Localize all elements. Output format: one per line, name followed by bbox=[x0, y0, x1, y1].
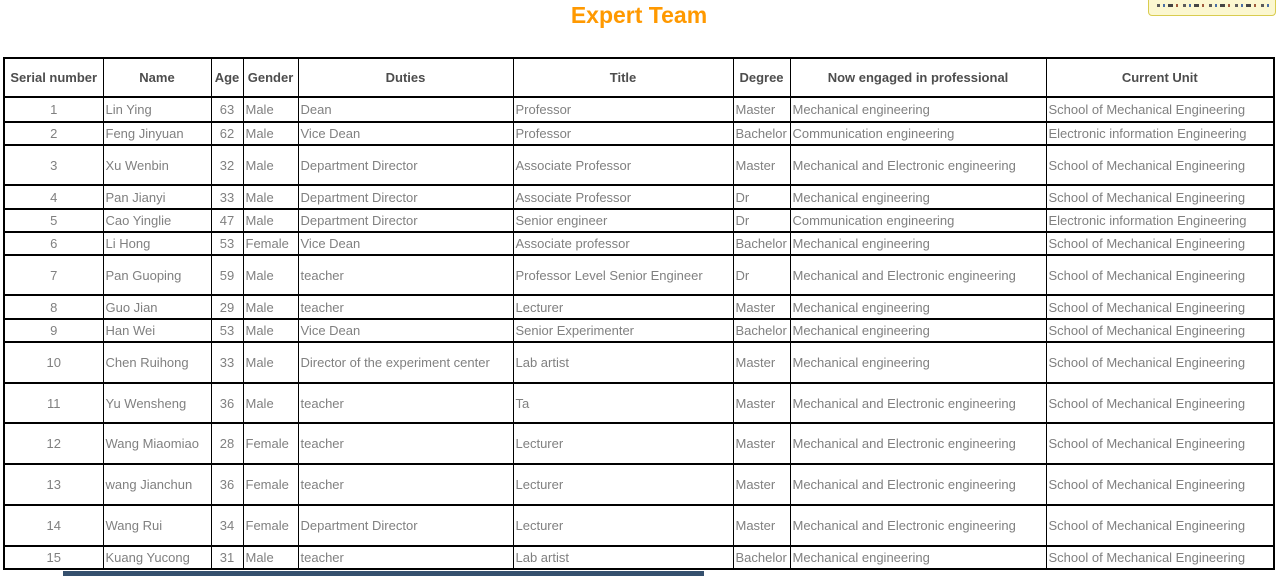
table-cell: 28 bbox=[211, 423, 243, 464]
table-cell: Communication engineering bbox=[790, 122, 1046, 145]
table-cell: 63 bbox=[211, 97, 243, 122]
table-cell: Male bbox=[243, 383, 298, 423]
header-row bbox=[4, 58, 1274, 97]
table-cell: 62 bbox=[211, 122, 243, 145]
table-cell: Female bbox=[243, 464, 298, 505]
table-cell: Pan Guoping bbox=[103, 255, 211, 295]
table-cell: Lecturer bbox=[513, 464, 733, 505]
table-cell: Master bbox=[733, 383, 790, 423]
table-cell: 9 bbox=[4, 319, 103, 342]
table-cell: Professor Level Senior Engineer bbox=[513, 255, 733, 295]
table-cell: 6 bbox=[4, 232, 103, 255]
table-cell: Male bbox=[243, 209, 298, 232]
table-cell: 29 bbox=[211, 295, 243, 319]
table-cell: Electronic information Engineering bbox=[1046, 209, 1274, 232]
table-cell: Mechanical and Electronic engineering bbox=[790, 145, 1046, 185]
table-cell: Male bbox=[243, 295, 298, 319]
table-cell: 8 bbox=[4, 295, 103, 319]
header-cell: Title bbox=[513, 58, 733, 97]
table-row bbox=[4, 295, 1274, 319]
table-cell: Mechanical engineering bbox=[790, 295, 1046, 319]
table-cell: School of Mechanical Engineering bbox=[1046, 423, 1274, 464]
table-cell: Mechanical and Electronic engineering bbox=[790, 255, 1046, 295]
table-cell: Dr bbox=[733, 185, 790, 209]
table-cell: Mechanical engineering bbox=[790, 185, 1046, 209]
table-cell: 4 bbox=[4, 185, 103, 209]
table-cell: Cao Yinglie bbox=[103, 209, 211, 232]
table-cell: Mechanical and Electronic engineering bbox=[790, 464, 1046, 505]
table-cell: Male bbox=[243, 145, 298, 185]
table-cell: School of Mechanical Engineering bbox=[1046, 255, 1274, 295]
table-cell: Vice Dean bbox=[298, 319, 513, 342]
table-cell: 2 bbox=[4, 122, 103, 145]
table-cell: 5 bbox=[4, 209, 103, 232]
table-cell: Bachelor bbox=[733, 122, 790, 145]
table-cell: Vice Dean bbox=[298, 122, 513, 145]
table-cell: Mechanical engineering bbox=[790, 342, 1046, 383]
header-cell: Name bbox=[103, 58, 211, 97]
table-cell: Department Director bbox=[298, 145, 513, 185]
table-cell: School of Mechanical Engineering bbox=[1046, 505, 1274, 546]
table-cell: Bachelor bbox=[733, 546, 790, 569]
table-cell: Pan Jianyi bbox=[103, 185, 211, 209]
table-cell: School of Mechanical Engineering bbox=[1046, 319, 1274, 342]
table-cell: Female bbox=[243, 423, 298, 464]
header-cell: Gender bbox=[243, 58, 298, 97]
table-cell: School of Mechanical Engineering bbox=[1046, 145, 1274, 185]
table-cell: Lab artist bbox=[513, 342, 733, 383]
table-cell: Lecturer bbox=[513, 295, 733, 319]
table-cell: School of Mechanical Engineering bbox=[1046, 342, 1274, 383]
table-cell: 1 bbox=[4, 97, 103, 122]
table-cell: teacher bbox=[298, 295, 513, 319]
table-row bbox=[4, 342, 1274, 383]
table-cell: Male bbox=[243, 122, 298, 145]
table-cell: Professor bbox=[513, 122, 733, 145]
table-cell: 10 bbox=[4, 342, 103, 383]
table-cell: 34 bbox=[211, 505, 243, 546]
expert-team-table bbox=[3, 57, 1275, 570]
table-cell: Female bbox=[243, 505, 298, 546]
table-cell: Chen Ruihong bbox=[103, 342, 211, 383]
table-cell: 53 bbox=[211, 232, 243, 255]
table-cell: Yu Wensheng bbox=[103, 383, 211, 423]
table-cell: 53 bbox=[211, 319, 243, 342]
table-cell: Mechanical and Electronic engineering bbox=[790, 423, 1046, 464]
clipped-text-fragments bbox=[1157, 4, 1269, 7]
table-cell: Bachelor bbox=[733, 319, 790, 342]
table-cell: 12 bbox=[4, 423, 103, 464]
table-row bbox=[4, 464, 1274, 505]
table-cell: Senior Experimenter bbox=[513, 319, 733, 342]
table-cell: 31 bbox=[211, 546, 243, 569]
table-cell: Dean bbox=[298, 97, 513, 122]
table-cell: 7 bbox=[4, 255, 103, 295]
table-cell: Male bbox=[243, 185, 298, 209]
table-cell: Kuang Yucong bbox=[103, 546, 211, 569]
table-cell: Mechanical engineering bbox=[790, 546, 1046, 569]
table-cell: Associate professor bbox=[513, 232, 733, 255]
table-cell: Dr bbox=[733, 255, 790, 295]
table-cell: Master bbox=[733, 423, 790, 464]
table-cell: School of Mechanical Engineering bbox=[1046, 232, 1274, 255]
table-row bbox=[4, 319, 1274, 342]
table-cell: Male bbox=[243, 342, 298, 383]
table-cell: School of Mechanical Engineering bbox=[1046, 383, 1274, 423]
table-cell: Wang Rui bbox=[103, 505, 211, 546]
table-cell: teacher bbox=[298, 255, 513, 295]
table-cell: 36 bbox=[211, 383, 243, 423]
header-cell: Age bbox=[211, 58, 243, 97]
header-cell: Now engaged in professional bbox=[790, 58, 1046, 97]
table-cell: School of Mechanical Engineering bbox=[1046, 97, 1274, 122]
table-cell: School of Mechanical Engineering bbox=[1046, 546, 1274, 569]
table-cell: Guo Jian bbox=[103, 295, 211, 319]
table-cell: 14 bbox=[4, 505, 103, 546]
table-body bbox=[4, 97, 1274, 569]
table-cell: Master bbox=[733, 342, 790, 383]
table-cell: Xu Wenbin bbox=[103, 145, 211, 185]
table-cell: Mechanical engineering bbox=[790, 97, 1046, 122]
table-cell: Associate Professor bbox=[513, 185, 733, 209]
table-row bbox=[4, 505, 1274, 546]
table-cell: Male bbox=[243, 546, 298, 569]
table-cell: Dr bbox=[733, 209, 790, 232]
table-row bbox=[4, 383, 1274, 423]
header-cell: Serial number bbox=[4, 58, 103, 97]
table-cell: Mechanical engineering bbox=[790, 232, 1046, 255]
header-cell: Degree bbox=[733, 58, 790, 97]
table-cell: Department Director bbox=[298, 209, 513, 232]
table-cell: Male bbox=[243, 255, 298, 295]
table-cell: Lin Ying bbox=[103, 97, 211, 122]
table-cell: Vice Dean bbox=[298, 232, 513, 255]
table-cell: 59 bbox=[211, 255, 243, 295]
table-cell: 32 bbox=[211, 145, 243, 185]
table-cell: Master bbox=[733, 505, 790, 546]
table-row bbox=[4, 209, 1274, 232]
table-cell: 13 bbox=[4, 464, 103, 505]
table-cell: 33 bbox=[211, 342, 243, 383]
table-cell: teacher bbox=[298, 423, 513, 464]
table-cell: Ta bbox=[513, 383, 733, 423]
table-cell: 47 bbox=[211, 209, 243, 232]
table-row bbox=[4, 232, 1274, 255]
table-cell: School of Mechanical Engineering bbox=[1046, 185, 1274, 209]
table-row bbox=[4, 145, 1274, 185]
table-row bbox=[4, 423, 1274, 464]
table-cell: Master bbox=[733, 97, 790, 122]
table-cell: Mechanical and Electronic engineering bbox=[790, 383, 1046, 423]
table-cell: teacher bbox=[298, 546, 513, 569]
table-cell: Mechanical engineering bbox=[790, 319, 1046, 342]
cutoff-tooltip bbox=[1148, 0, 1276, 16]
table-cell: Wang Miaomiao bbox=[103, 423, 211, 464]
table-cell: Department Director bbox=[298, 185, 513, 209]
table-cell: Director of the experiment center bbox=[298, 342, 513, 383]
table-cell: Lecturer bbox=[513, 423, 733, 464]
table-cell: Senior engineer bbox=[513, 209, 733, 232]
table-cell: 15 bbox=[4, 546, 103, 569]
table-cell: 36 bbox=[211, 464, 243, 505]
header-cell: Duties bbox=[298, 58, 513, 97]
table-cell: teacher bbox=[298, 464, 513, 505]
table-row bbox=[4, 185, 1274, 209]
table-cell: 11 bbox=[4, 383, 103, 423]
table-cell: Department Director bbox=[298, 505, 513, 546]
table-cell: Li Hong bbox=[103, 232, 211, 255]
table-cell: Master bbox=[733, 295, 790, 319]
table-cell: School of Mechanical Engineering bbox=[1046, 295, 1274, 319]
table-cell: Han Wei bbox=[103, 319, 211, 342]
table-row bbox=[4, 255, 1274, 295]
table-cell: Professor bbox=[513, 97, 733, 122]
table-cell: Feng Jinyuan bbox=[103, 122, 211, 145]
table-cell: wang Jianchun bbox=[103, 464, 211, 505]
table-cell: Male bbox=[243, 319, 298, 342]
table-cell: Communication engineering bbox=[790, 209, 1046, 232]
table-cell: Female bbox=[243, 232, 298, 255]
table-cell: Lab artist bbox=[513, 546, 733, 569]
table-cell: Master bbox=[733, 145, 790, 185]
table-cell: School of Mechanical Engineering bbox=[1046, 464, 1274, 505]
table-cell: Male bbox=[243, 97, 298, 122]
table-cell: 33 bbox=[211, 185, 243, 209]
table-cell: Lecturer bbox=[513, 505, 733, 546]
page-title: Expert Team bbox=[570, 2, 708, 28]
header-cell: Current Unit bbox=[1046, 58, 1274, 97]
table-row bbox=[4, 122, 1274, 145]
table-row bbox=[4, 97, 1274, 122]
table-cell: Master bbox=[733, 464, 790, 505]
table-row bbox=[4, 546, 1274, 569]
table-cell: Electronic information Engineering bbox=[1046, 122, 1274, 145]
table-cell: Bachelor bbox=[733, 232, 790, 255]
table-cell: teacher bbox=[298, 383, 513, 423]
table-cell: Associate Professor bbox=[513, 145, 733, 185]
table-cell: 3 bbox=[4, 145, 103, 185]
table-cell: Mechanical and Electronic engineering bbox=[790, 505, 1046, 546]
